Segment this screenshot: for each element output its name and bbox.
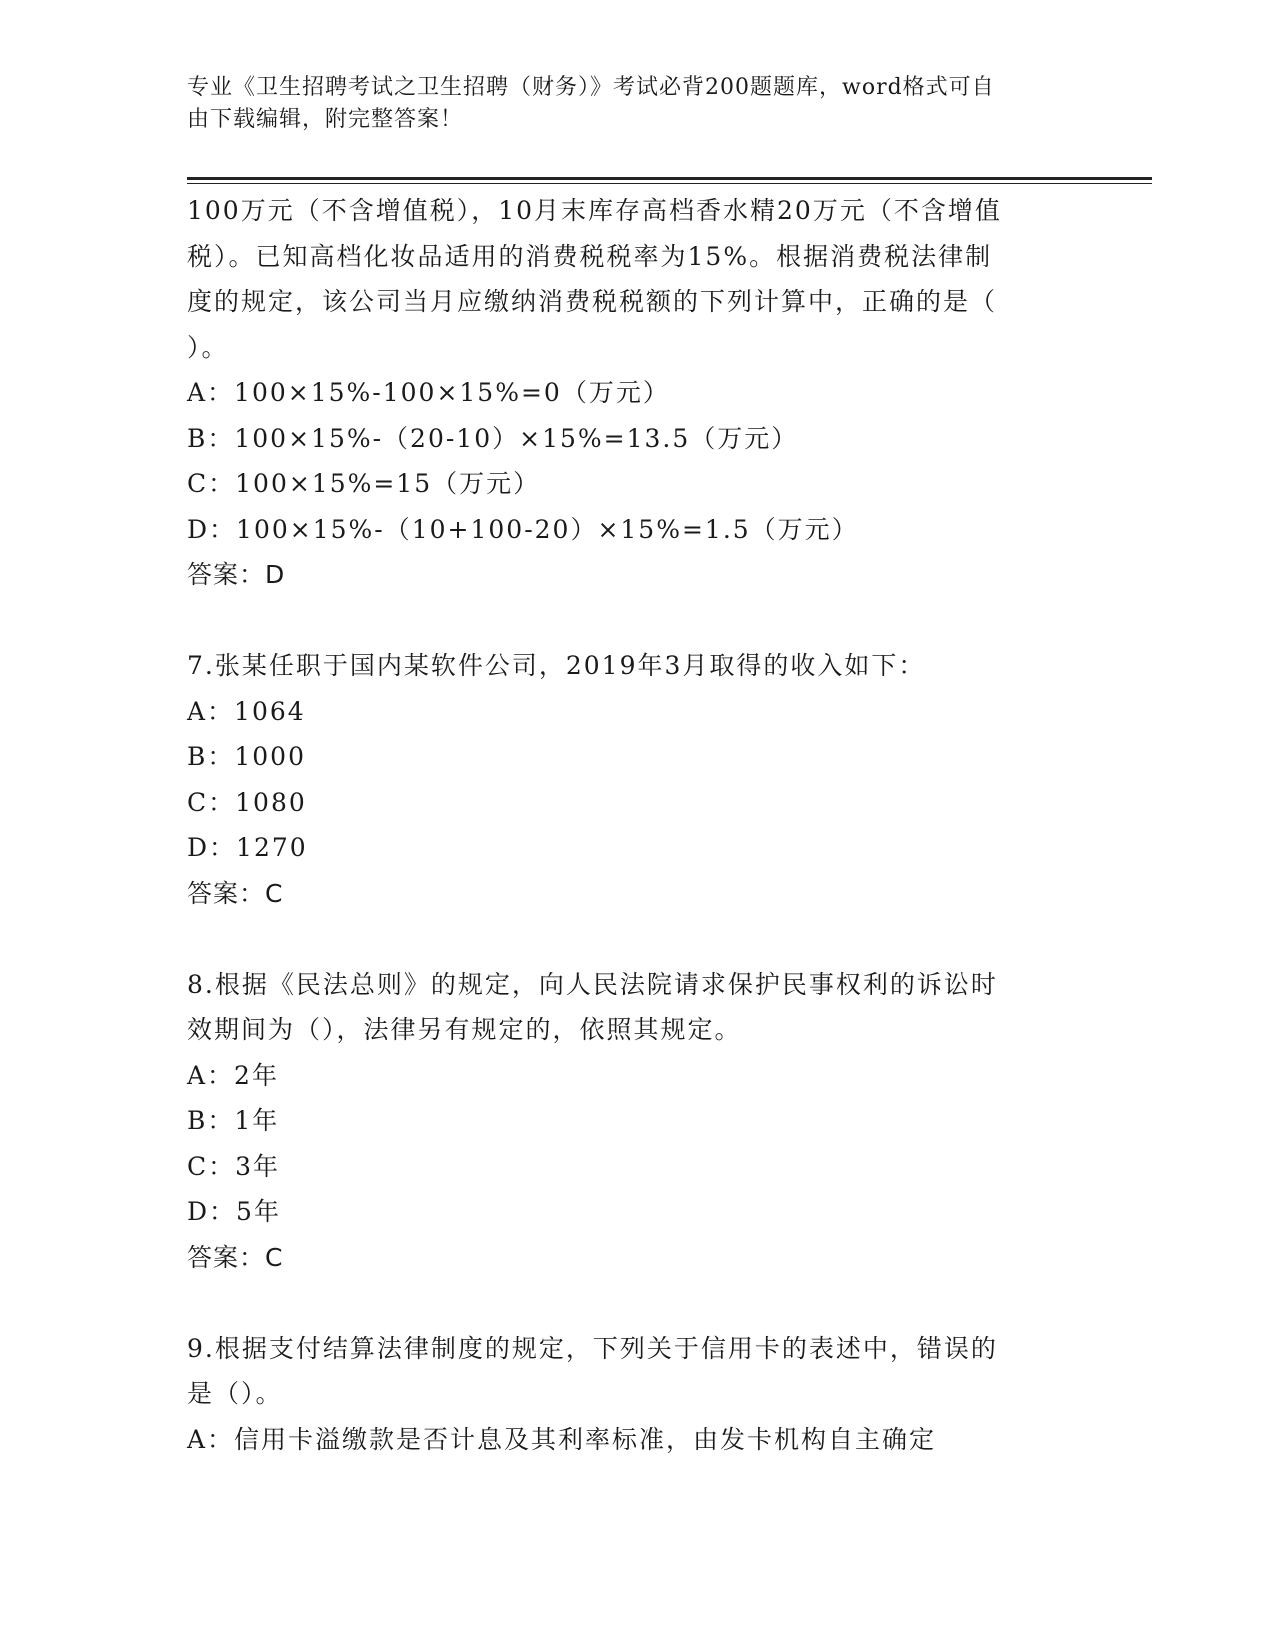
answer-label: 答案：C (187, 878, 284, 908)
answer-label: 答案：D (187, 560, 286, 589)
option-b: B：1000 (187, 742, 306, 771)
question-6 (187, 188, 1087, 598)
option-c: C：1080 (187, 787, 307, 817)
question-stem-line: 100万元（不含增值税），10月末库存高档香水精20万元（不含增值 (187, 196, 1002, 225)
header-title-line-1: 专业《卫生招聘考试之卫生招聘（财务）》考试必背200题题库，word格式可自 (187, 75, 995, 100)
option-d: D：100×15%-（10+100-20）×15%=1.5（万元） (187, 514, 859, 544)
option-b: B：100×15%-（20-10）×15%=13.5（万元） (187, 423, 799, 453)
option-a: A：信用卡溢缴款是否计息及其利率标准，由发卡机构自主确定 (187, 1424, 937, 1454)
question-spacer (187, 598, 1087, 644)
header-title-line-2: 由下载编辑，附完整答案！ (187, 107, 464, 132)
option-d: D：1270 (187, 833, 308, 862)
option-a: A：2年 (187, 1060, 279, 1090)
question-7 (187, 643, 1087, 916)
question-stem-line: 税）。已知高档化妆品适用的消费税税率为15%。根据消费税法律制 (187, 241, 993, 271)
question-spacer (187, 1280, 1087, 1326)
question-stem-line: 效期间为（），法律另有规定的，依照其规定。 (187, 1015, 742, 1044)
option-a: A：1064 (187, 696, 306, 726)
question-content (187, 188, 1087, 1462)
question-stem-line: 度的规定，该公司当月应缴纳消费税税额的下列计算中，正确的是（ (187, 287, 998, 316)
question-stem-line: ）。 (187, 332, 229, 362)
header-divider-thick (187, 177, 1152, 180)
question-stem-line: 是（）。 (187, 1379, 283, 1408)
header-divider-thin (187, 183, 1152, 184)
option-d: D：5年 (187, 1197, 281, 1226)
question-8 (187, 962, 1087, 1281)
option-b: B：1年 (187, 1106, 280, 1135)
question-stem-line: 8.根据《民法总则》的规定，向人民法院请求保护民事权利的诉讼时 (187, 969, 998, 999)
document-header (187, 72, 1087, 136)
question-stem-line: 9.根据支付结算法律制度的规定，下列关于信用卡的表述中，错误的 (187, 1333, 998, 1363)
question-spacer (187, 916, 1087, 962)
question-9 (187, 1326, 1087, 1463)
question-stem-line: 7.张某任职于国内某软件公司，2019年3月取得的收入如下： (187, 651, 926, 680)
option-c: C：100×15%=15（万元） (187, 469, 541, 498)
option-c: C：3年 (187, 1151, 281, 1181)
option-a: A：100×15%-100×15%=0（万元） (187, 378, 670, 407)
answer-label: 答案：C (187, 1242, 284, 1272)
